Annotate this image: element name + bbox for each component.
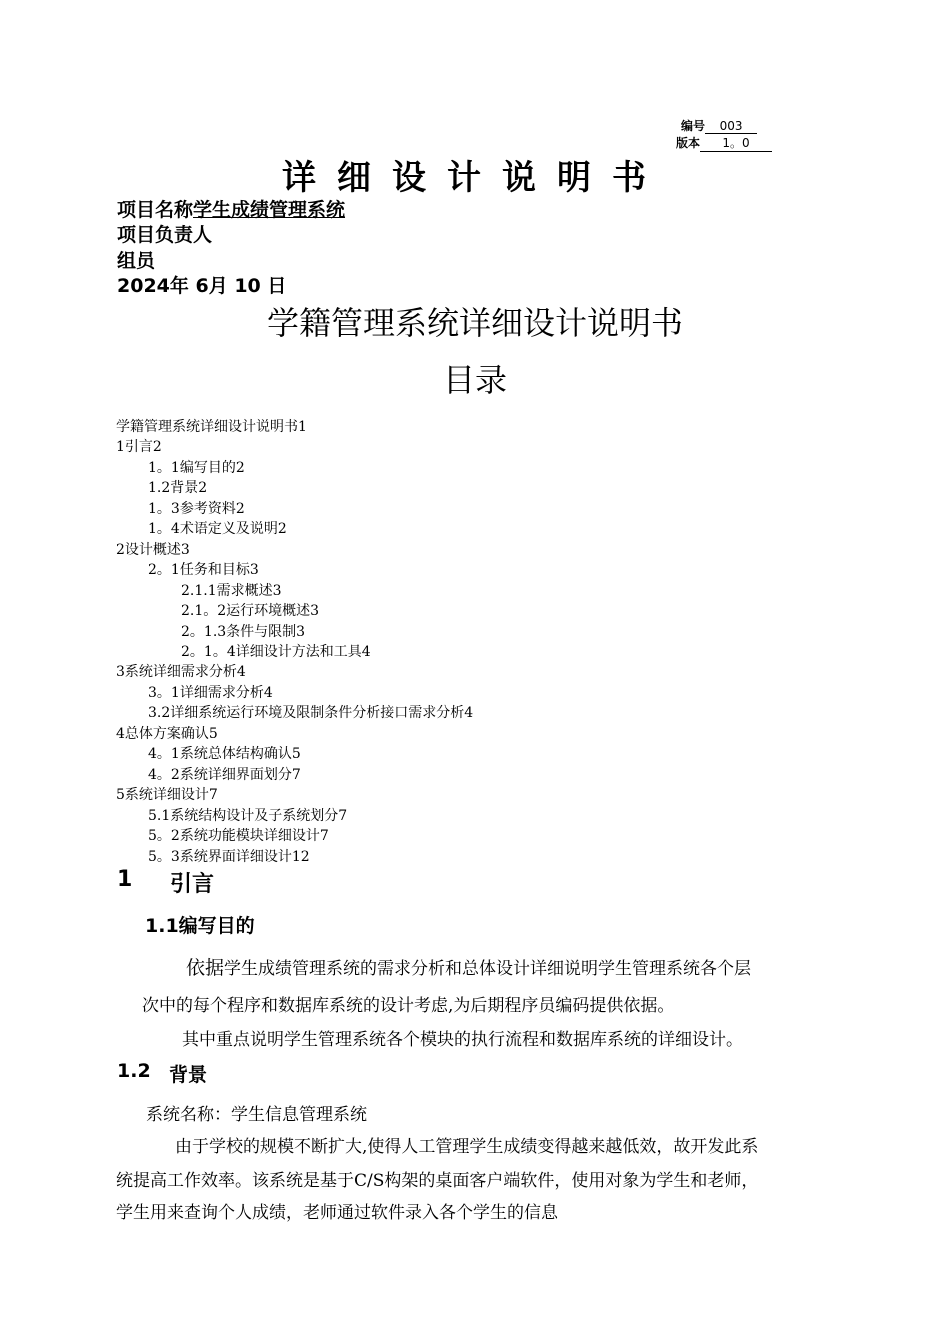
toc-item-21[interactable]: 5。3系统界面详细设计12 — [148, 849, 310, 865]
project-name-value: 学生成绩管理系统 — [193, 199, 346, 221]
doc-version-label: 版本 — [676, 136, 701, 150]
toc-heading: 目录 — [442, 361, 507, 399]
section-1-2-paragraph-1: 系统名称：学生信息管理系统 — [146, 1105, 367, 1125]
toc-item-7[interactable]: 2。1任务和目标3 — [148, 562, 259, 578]
project-members-label: 组员 — [117, 250, 156, 272]
toc-item-10[interactable]: 2。1.3条件与限制3 — [181, 624, 306, 640]
project-name-label: 项目名称 — [117, 199, 194, 221]
section-1-number: 1 — [117, 867, 133, 892]
toc-item-11[interactable]: 2。1。4详细设计方法和工具4 — [181, 644, 371, 660]
doc-title: 学籍管理系统详细设计说明书 — [266, 304, 683, 342]
toc-item-2[interactable]: 1。1编写目的2 — [148, 460, 245, 476]
section-1-2-number: 1.2 — [117, 1060, 151, 1082]
doc-version-value: 1。0 — [700, 134, 772, 152]
paragraph-rest: 学生成绩管理系统的需求分析和总体设计详细说明学生管理系统各个层 — [224, 959, 752, 979]
doc-number — [681, 117, 757, 134]
toc-item-8[interactable]: 2.1.1需求概述3 — [181, 583, 282, 599]
toc-item-3[interactable]: 1.2背景2 — [148, 480, 208, 496]
toc-item-13[interactable]: 3。1详细需求分析4 — [148, 685, 273, 701]
toc-item-18[interactable]: 5系统详细设计7 — [116, 787, 218, 803]
section-1-1-paragraph-1-line-2: 次中的每个程序和数据库系统的设计考虑,为后期程序员编码提供依据。 — [142, 996, 675, 1016]
section-1-2-paragraph-2-line-3: 学生用来查询个人成绩，老师通过软件录入各个学生的信息 — [116, 1203, 558, 1223]
doc-version — [676, 134, 772, 152]
toc-item-9[interactable]: 2.1。2运行环境概述3 — [181, 603, 320, 619]
project-name — [117, 195, 345, 222]
project-owner-label: 项目负责人 — [117, 224, 213, 246]
section-1-1-title: 1.1编写目的 — [145, 915, 255, 937]
doc-number-value: 003 — [705, 119, 757, 134]
section-1-2-title: 背景 — [169, 1064, 208, 1086]
toc-item-1[interactable]: 1引言2 — [116, 439, 162, 455]
section-1-1-paragraph-1 — [186, 953, 751, 980]
toc-item-0[interactable]: 学籍管理系统详细设计说明书1 — [116, 419, 307, 435]
section-1-2-paragraph-2-line-1: 由于学校的规模不断扩大,使得人工管理学生成绩变得越来越低效，故开发此系 — [175, 1137, 759, 1157]
toc-item-19[interactable]: 5.1系统结构设计及子系统划分7 — [148, 808, 348, 824]
toc-item-4[interactable]: 1。3参考资料2 — [148, 501, 245, 517]
toc-item-12[interactable]: 3系统详细需求分析4 — [116, 664, 246, 680]
toc-item-6[interactable]: 2设计概述3 — [116, 542, 190, 558]
toc-item-14[interactable]: 3.2详细系统运行环境及限制条件分析接口需求分析4 — [148, 705, 474, 721]
toc-item-16[interactable]: 4。1系统总体结构确认5 — [148, 746, 301, 762]
toc-item-20[interactable]: 5。2系统功能模块详细设计7 — [148, 828, 329, 844]
main-title: 详细设计说明书 — [282, 158, 667, 198]
paragraph-lead: 依据 — [186, 957, 225, 979]
toc-item-17[interactable]: 4。2系统详细界面划分7 — [148, 767, 301, 783]
project-date: 2024年 6月 10 日 — [117, 275, 287, 297]
section-1-1-paragraph-2: 其中重点说明学生管理系统各个模块的执行流程和数据库系统的详细设计。 — [182, 1030, 743, 1050]
doc-number-label: 编号 — [681, 119, 706, 133]
toc-item-5[interactable]: 1。4术语定义及说明2 — [148, 521, 287, 537]
section-1-2-paragraph-2-line-2: 统提高工作效率。该系统是基于C/S构架的桌面客户端软件，使用对象为学生和老师， — [116, 1171, 759, 1191]
toc-item-15[interactable]: 4总体方案确认5 — [116, 726, 218, 742]
section-1-title: 引言 — [170, 872, 215, 897]
